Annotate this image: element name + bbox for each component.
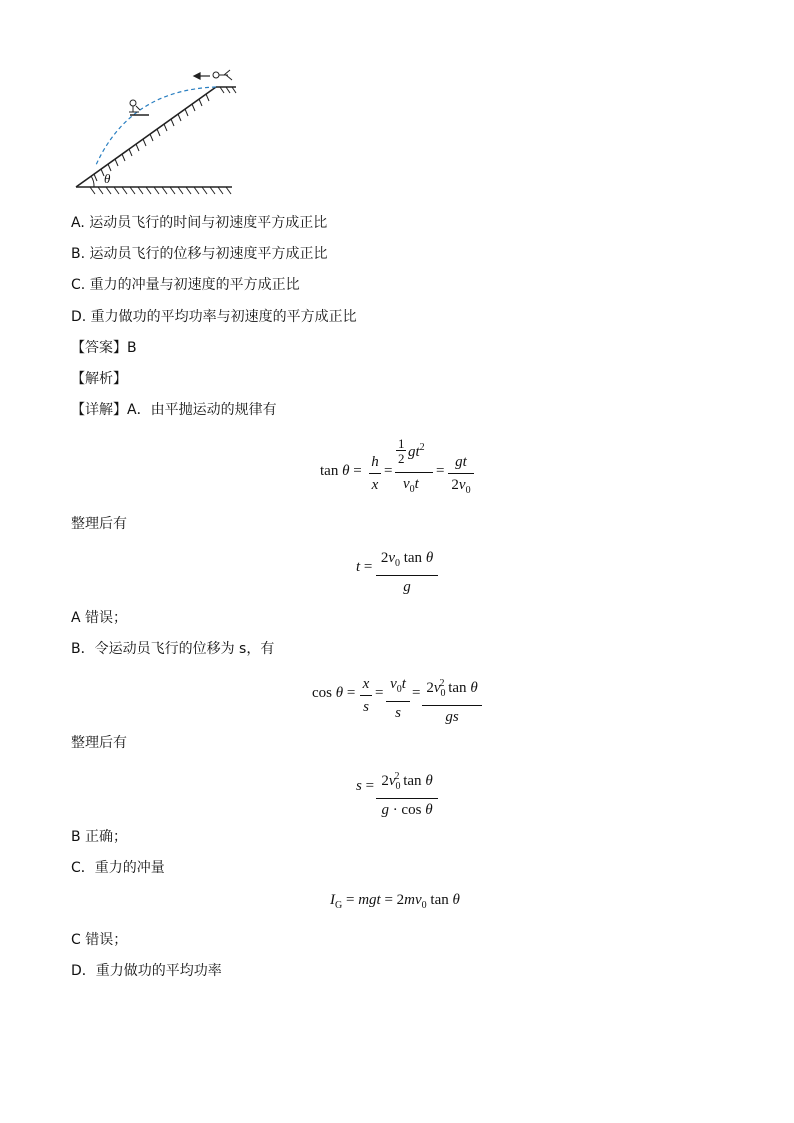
angle-label: θ (104, 171, 111, 186)
option-c: C. 重力的冲量与初速度的平方成正比 (71, 277, 300, 293)
equation-impulse: $I_G$ = mgt = $2mv_0$ tan θ (330, 892, 460, 911)
equation-cos-theta: cos θ = $\frac{x}{s}$ = $\frac{v_0t}{s}$ = $\frac{2v_0^2 \tan \theta}{gs}$ (312, 675, 492, 719)
skier-top-icon (213, 70, 232, 80)
option-d: D. 重力做功的平均功率与初速度的平方成正比 (71, 309, 357, 325)
analysis-label: 【解析】 (71, 371, 127, 387)
slope-figure (70, 60, 240, 200)
velocity-arrow-icon (194, 73, 210, 79)
ground-hatching (90, 187, 231, 194)
answer-label: 【答案】B (71, 340, 137, 356)
slope-line (76, 87, 216, 187)
d-intro: D．重力做功的平均功率 (71, 963, 222, 979)
skier-mid-icon (129, 100, 149, 115)
angle-arc (91, 176, 94, 187)
platform-hatching (220, 87, 236, 93)
equation-tan-theta: tan θ = $\frac{h}{x}$ = 1 2 $gt^2$ $v_0t$ = $\frac{gt}{2v_0}$ (320, 436, 490, 498)
c-intro: C．重力的冲量 (71, 860, 165, 876)
option-b: B. 运动员飞行的位移与初速度平方成正比 (71, 246, 328, 262)
tidy-text-2: 整理后有 (71, 735, 127, 751)
trajectory-dashed (96, 87, 216, 165)
equation-displacement: s = $\frac{2v_0^2 \tan \theta}{\text{g · cos θ}}$ (356, 768, 446, 812)
b-intro: B．令运动员飞行的位移为 s，有 (71, 641, 275, 657)
tidy-text-1: 整理后有 (71, 516, 127, 532)
b-right: B 正确； (71, 829, 128, 845)
detail-intro: 【详解】A．由平抛运动的规律有 (71, 402, 277, 418)
c-wrong: C 错误； (71, 932, 128, 948)
a-wrong: A 错误； (71, 610, 128, 626)
option-a: A. 运动员飞行的时间与初速度平方成正比 (71, 215, 328, 231)
equation-time: t = $\frac{2v_0 \tan \theta}{g}$ (356, 549, 446, 593)
